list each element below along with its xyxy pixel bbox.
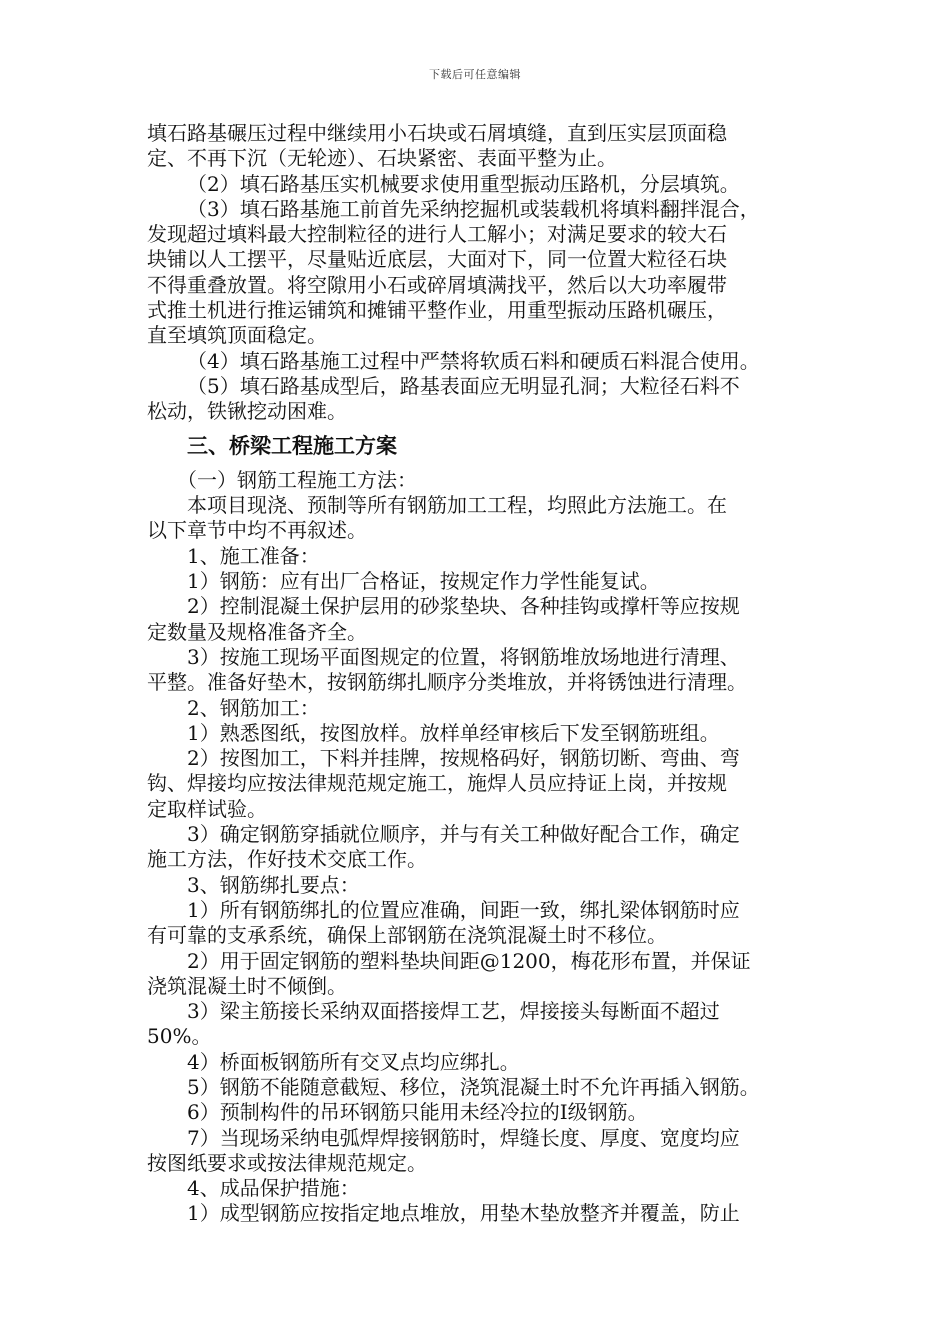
paragraph-line: 3）梁主筋接长采纳双面搭接焊工艺，焊接接头每断面不超过 <box>187 999 720 1024</box>
paragraph-line: 不得重叠放置。将空隙用小石或碎屑填满找平，然后以大功率履带 <box>147 272 727 297</box>
paragraph-line: 直至填筑顶面稳定。 <box>147 323 327 348</box>
paragraph-line: 1、施工准备： <box>187 543 320 568</box>
paragraph-line: 平整。准备好垫木，按钢筋绑扎顺序分类堆放，并将锈蚀进行清理。 <box>147 670 747 695</box>
paragraph-line: 松动，铁锹挖动困难。 <box>147 399 347 424</box>
paragraph-line: 1）成型钢筋应按指定地点堆放，用垫木垫放整齐并覆盖，防止 <box>187 1201 740 1226</box>
paragraph-line: （4）填石路基施工过程中严禁将软质石料和硬质石料混合使用。 <box>187 348 760 373</box>
paragraph-line: 施工方法，作好技术交底工作。 <box>147 847 427 872</box>
paragraph-line: 定取样试验。 <box>147 796 267 821</box>
paragraph-line: 2）按图加工，下料并挂牌，按规格码好，钢筋切断、弯曲、弯 <box>187 746 740 771</box>
paragraph-line: 3、钢筋绑扎要点： <box>187 872 360 897</box>
paragraph-line: 3）确定钢筋穿插就位顺序，并与有关工种做好配合工作，确定 <box>187 822 740 847</box>
paragraph-line: 式推土机进行推运铺筑和摊铺平整作业，用重型振动压路机碾压， <box>147 298 727 323</box>
paragraph-line: 定、不再下沉（无轮迹）、石块紧密、表面平整为止。 <box>147 146 617 171</box>
paragraph-line: 2）控制混凝土保护层用的砂浆垫块、各种挂钩或撑杆等应按规 <box>187 594 740 619</box>
paragraph-line: 定数量及规格准备齐全。 <box>147 619 367 644</box>
paragraph-line: 有可靠的支承系统，确保上部钢筋在浇筑混凝土时不移位。 <box>147 923 667 948</box>
paragraph-line: 3）按施工现场平面图规定的位置，将钢筋堆放场地进行清理、 <box>187 644 740 669</box>
paragraph-line: 填石路基碾压过程中继续用小石块或石屑填缝，直到压实层顶面稳 <box>147 121 727 145</box>
paragraph-line: 1）熟悉图纸，按图放样。放样单经审核后下发至钢筋班组。 <box>187 720 720 745</box>
paragraph-line: （2）填石路基压实机械要求使用重型振动压路机，分层填筑。 <box>187 171 740 196</box>
paragraph-line: 本项目现浇、预制等所有钢筋加工工程，均照此方法施工。在 <box>187 493 727 518</box>
paragraph-line: 按图纸要求或按法律规范规定。 <box>147 1150 427 1175</box>
section-heading: 三、桥梁工程施工方案 <box>187 433 397 458</box>
paragraph-line: 4）桥面板钢筋所有交叉点均应绑扎。 <box>187 1049 520 1074</box>
paragraph-line: 发现超过填料最大控制粒径的进行人工解小；对满足要求的较大石 <box>147 222 727 247</box>
paragraph-line: 5）钢筋不能随意截短、移位，浇筑混凝土时不允许再插入钢筋。 <box>187 1074 760 1099</box>
paragraph-line: （3）填石路基施工前首先采纳挖掘机或装载机将填料翻拌混合， <box>187 196 760 221</box>
paragraph-line: 50%。 <box>147 1024 212 1049</box>
page-header-note: 下载后可任意编辑 <box>429 68 521 81</box>
paragraph-line: 钩、焊接均应按法律规范规定施工，施焊人员应持证上岗，并按规 <box>147 771 727 796</box>
paragraph-line: 1）所有钢筋绑扎的位置应准确，间距一致，绑扎梁体钢筋时应 <box>187 897 740 922</box>
document-body <box>147 121 827 1227</box>
paragraph-line: 4、成品保护措施： <box>187 1176 360 1201</box>
paragraph-line: 6）预制构件的吊环钢筋只能用未经冷拉的Ⅰ级钢筋。 <box>187 1100 648 1125</box>
paragraph-line: 2、钢筋加工： <box>187 695 320 720</box>
paragraph-line: （5）填石路基成型后，路基表面应无明显孔洞；大粒径石料不 <box>187 373 740 398</box>
paragraph-line: 块铺以人工摆平，尽量贴近底层，大面对下，同一位置大粒径石块 <box>147 247 727 272</box>
paragraph-line: （一）钢筋工程施工方法： <box>177 467 417 492</box>
paragraph-line: 以下章节中均不再叙述。 <box>147 518 367 543</box>
paragraph-line: 2）用于固定钢筋的塑料垫块间距@1200，梅花形布置，并保证 <box>187 948 751 973</box>
paragraph-line: 1）钢筋：应有出厂合格证，按规定作力学性能复试。 <box>187 569 660 594</box>
paragraph-line: 浇筑混凝土时不倾倒。 <box>147 973 347 998</box>
paragraph-line: 7）当现场采纳电弧焊焊接钢筋时，焊缝长度、厚度、宽度均应 <box>187 1125 740 1150</box>
